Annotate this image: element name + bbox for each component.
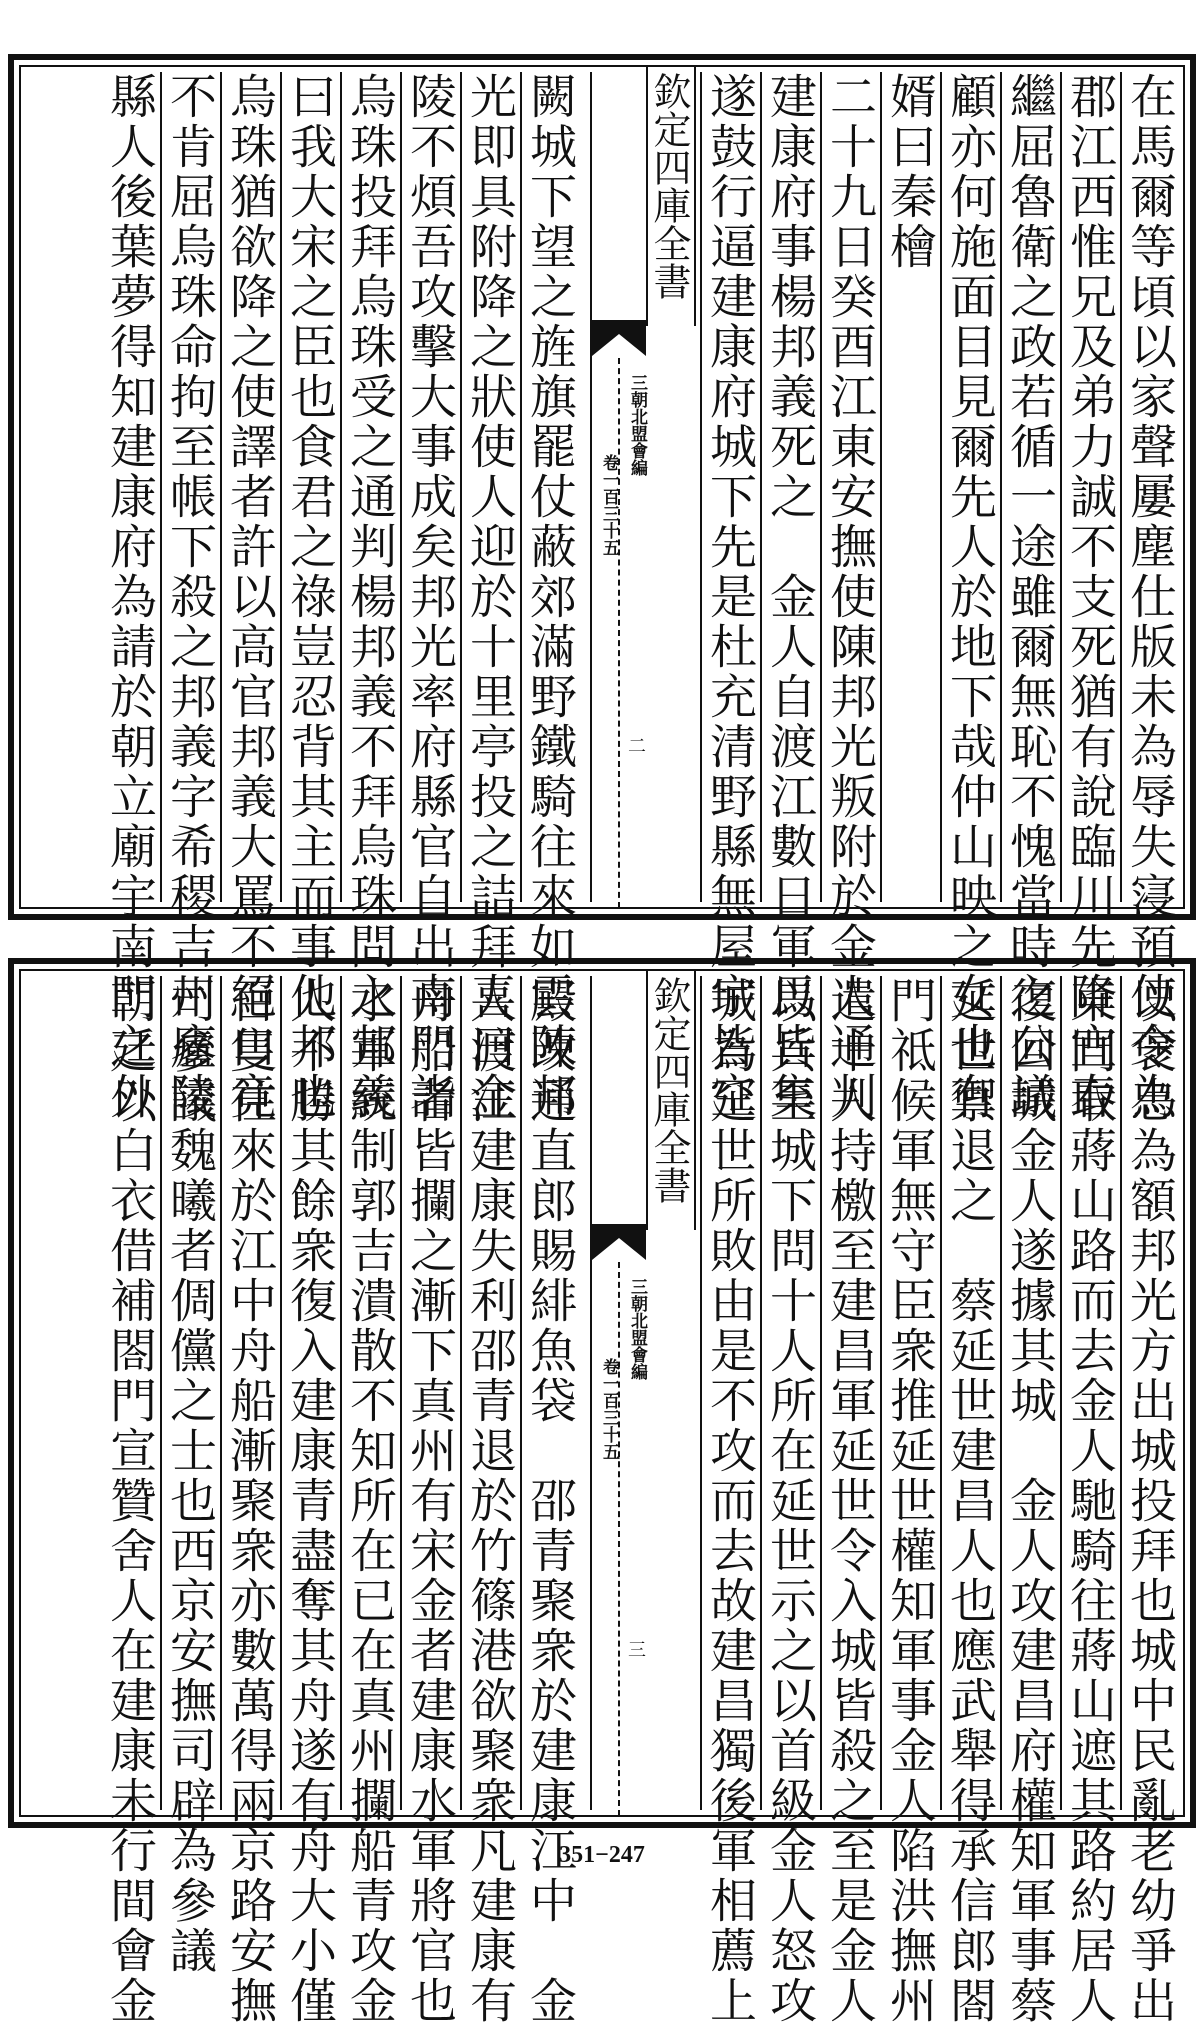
text-column: 復回城金人遂據其城 金人攻建昌府權知軍事蔡 (1002, 976, 1057, 2026)
column-rule (700, 72, 702, 902)
spine-volume: 卷一百三十五 (599, 1358, 619, 1460)
text-column: 水軍統制郭吉潰散不知所在已在真州攔船青攻金 (342, 976, 397, 2026)
column-rule (1000, 72, 1002, 902)
text-column: 烏珠猶欲降之使譯者許以高官邦義大罵不絕口竟 (222, 72, 277, 1122)
fishtail-mark-icon (592, 1224, 646, 1260)
column-rule (400, 976, 402, 1810)
text-column: 人不勝其餘衆復入建康青盡奪其舟遂有舟大小僅 (282, 976, 337, 2026)
center-spine (592, 66, 698, 908)
text-column: 闕城下望之旌旗罷仗蔽郊滿野鐵騎往來如雲陳邦 (522, 72, 577, 1122)
spine-volume: 卷一百三十五 (599, 454, 619, 556)
column-rule (1120, 72, 1122, 902)
column-rule (340, 72, 342, 902)
text-column: 曰我大宋之臣也食君之祿豈忍背其主而事他邦也 (282, 72, 337, 1122)
text-column: 顧亦何施面目見爾先人於地下哉仲山映之女也有 (942, 72, 997, 1122)
column-rule (940, 72, 942, 902)
column-rule (160, 976, 162, 1810)
text-column: 陵不煩吾攻擊大事成矣邦光率府縣官自出南門詣 (402, 72, 457, 1122)
text-column: 建康府事楊邦義死之 金人自渡江數日軍馬皆集 (762, 72, 817, 1122)
folio-number: 351−247 (559, 1842, 645, 1868)
column-rule (220, 976, 222, 1810)
column-rule (1120, 976, 1122, 1810)
spine-title: 欽定四庫全書 (646, 970, 696, 1230)
column-rule (820, 976, 822, 1810)
spine-divider (618, 1262, 620, 1816)
text-column: 在馬爾等頃以家聲屢塵仕版未為辱失寖預使令為 (1122, 72, 1177, 1122)
text-column: 司參議魏曦者倜儻之士也西京安撫司辟為參議 (162, 976, 217, 1976)
text-column: 繼屈魯衛之政若循一途雖爾無恥不愧當時之公議 (1002, 72, 1057, 1122)
spine-divider (618, 358, 620, 908)
column-rule (590, 976, 592, 1810)
column-rule (520, 976, 522, 1810)
column-rule (220, 72, 222, 902)
text-column: 殿改通直郎賜緋魚袋 邵青聚衆於建康江中 金 (522, 976, 577, 2026)
text-column: 東門取蔣山路而去金人馳騎往蔣山遮其路約居人 (1062, 976, 1117, 2026)
column-rule (340, 976, 342, 1810)
column-rule (760, 72, 762, 902)
text-column: 不肯屈烏珠命拘至帳下殺之邦義字希稷吉州廬陵 (162, 72, 217, 1122)
text-column: 二十九日癸酉江東安撫使陳邦光叛附於金人通判 (822, 72, 877, 1122)
text-column: 以褒忠為額邦光方出城投拜也城中民亂老幼爭出 (1122, 976, 1177, 2026)
spine-page-number: 三 (625, 1640, 646, 1658)
column-rule (460, 976, 462, 1810)
text-column: 光即具附降之狀使人迎於十里亭投之詰拜喜曰金 (462, 72, 517, 1122)
spine-page-number: 二 (625, 736, 646, 754)
text-column: 百隻往來於江中舟船漸聚衆亦數萬得兩京路安撫 (222, 976, 277, 2026)
fishtail-mark-icon (592, 320, 646, 356)
column-rule (1000, 976, 1002, 1810)
spine-book-title: 三朝北盟會編 (627, 374, 647, 476)
text-column: 以兵至城下問十人所在延世示之以首級金人怒攻 (762, 976, 817, 2026)
column-rule (460, 72, 462, 902)
spine-book-title: 三朝北盟會編 (627, 1278, 647, 1380)
column-rule (280, 72, 282, 902)
column-rule (820, 72, 822, 902)
center-spine (592, 970, 698, 1816)
column-rule (760, 976, 762, 1810)
text-column: 烏珠投拜烏珠受之通判楊邦義不拜烏珠問之邦義 (342, 72, 397, 1122)
text-column: 城為延世所敗由是不攻而去故建昌獨後軍相薦上 (702, 976, 757, 2026)
spine-title: 欽定四庫全書 (646, 66, 696, 326)
column-rule (700, 976, 702, 1810)
text-column: 延世禦退之 蔡延世建昌人也應武舉得承信郎閤 (942, 976, 997, 2026)
column-rule (1060, 976, 1062, 1810)
text-column: 遂鼓行逼建康府城下先是杜充清野縣無屋宇皆空 (702, 72, 757, 1122)
text-column: 遣十人持檄至建昌軍延世令入城皆殺之至是金人 (822, 976, 877, 2026)
column-rule (1060, 72, 1062, 902)
column-rule (940, 976, 942, 1810)
text-column: 舟船者皆攔之漸下真州有宋金者建康水軍將官也 (402, 976, 457, 2026)
top-page-frame (8, 54, 1196, 1122)
column-rule (880, 976, 882, 1810)
text-column: 郡江西惟兄及弟力誠不支死猶有說臨川先降宜春 (1062, 72, 1117, 1122)
column-rule (280, 976, 282, 1810)
column-rule (400, 72, 402, 902)
column-rule (520, 72, 522, 902)
column-rule (160, 72, 162, 902)
text-column: 人渡江建康失利邵青退於竹篠港欲聚衆凡建康有 (462, 976, 517, 2026)
text-column: 門祗候軍無守臣衆推延世權知軍事金人陷洪撫州 (882, 976, 937, 2026)
column-rule (590, 72, 592, 902)
text-column: 婿曰秦檜 (882, 72, 937, 272)
text-column: 縣人後葉夢得知建康府為請於朝立廟宇南門之外 (102, 72, 157, 1122)
text-column: 朝廷以白衣借補閤門宣贊舍人在建康未行間會金 (102, 976, 157, 2026)
column-rule (880, 72, 882, 902)
